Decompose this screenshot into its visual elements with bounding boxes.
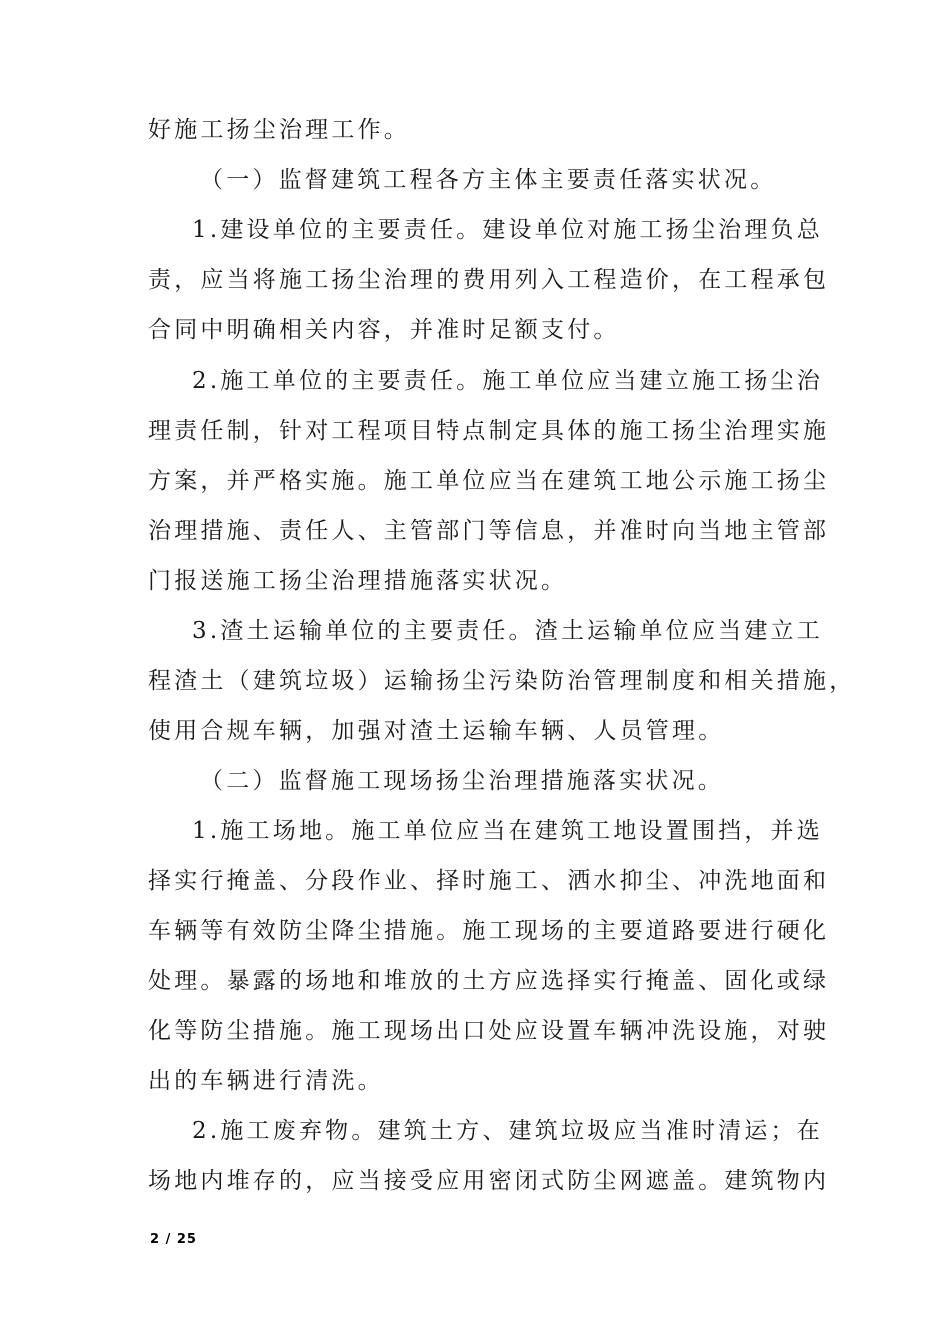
text-line: 方案，并严格实施。施工单位应当在建筑工地公示施工扬尘 (148, 468, 830, 494)
text-line: 场地内堆存的，应当接受应用密闭式防尘网遮盖。建筑物内 (148, 1168, 830, 1194)
text-line: 1.建设单位的主要责任。建设单位对施工扬尘治理负总 (192, 217, 823, 243)
text-line: 责，应当将施工扬尘治理的费用列入工程造价，在工程承包 (148, 267, 830, 293)
text-line: 1.施工场地。施工单位应当在建筑工地设置围挡，并选 (192, 818, 823, 844)
text-line: 择实行掩盖、分段作业、择时施工、洒水抑尘、冲洗地面和 (148, 868, 830, 894)
text-line: 出的车辆进行清洗。 (148, 1068, 384, 1094)
text-line: 治理措施、责任人、主管部门等信息，并准时向当地主管部 (148, 518, 830, 544)
section-heading: （二）监督施工现场扬尘治理措施落实状况。 (200, 768, 724, 794)
text-line: 门报送施工扬尘治理措施落实状况。 (148, 568, 568, 594)
text-line: 化等防尘措施。施工现场出口处应设置车辆冲洗设施，对驶 (148, 1018, 830, 1044)
text-line: 程渣土（建筑垃圾）运输扬尘污染防治管理制度和相关措施， (148, 668, 856, 694)
text-line: 2.施工废弃物。建筑土方、建筑垃圾应当准时清运；在 (192, 1118, 823, 1144)
text-line: 处理。暴露的场地和堆放的土方应选择实行掩盖、固化或绿 (148, 968, 830, 994)
text-line: 合同中明确相关内容，并准时足额支付。 (148, 317, 620, 343)
text-line: 好施工扬尘治理工作。 (148, 117, 410, 143)
text-line: 3.渣土运输单位的主要责任。渣土运输单位应当建立工 (192, 618, 823, 644)
text-line: 理责任制，针对工程项目特点制定具体的施工扬尘治理实施 (148, 418, 830, 444)
text-line: 2.施工单位的主要责任。施工单位应当建立施工扬尘治 (192, 368, 823, 394)
text-line: 车辆等有效防尘降尘措施。施工现场的主要道路要进行硬化 (148, 918, 830, 944)
text-line: 使用合规车辆，加强对渣土运输车辆、人员管理。 (148, 718, 725, 744)
page-number: 2 / 25 (150, 1232, 197, 1247)
section-heading: （一）监督建筑工程各方主体主要责任落实状况。 (200, 167, 777, 193)
